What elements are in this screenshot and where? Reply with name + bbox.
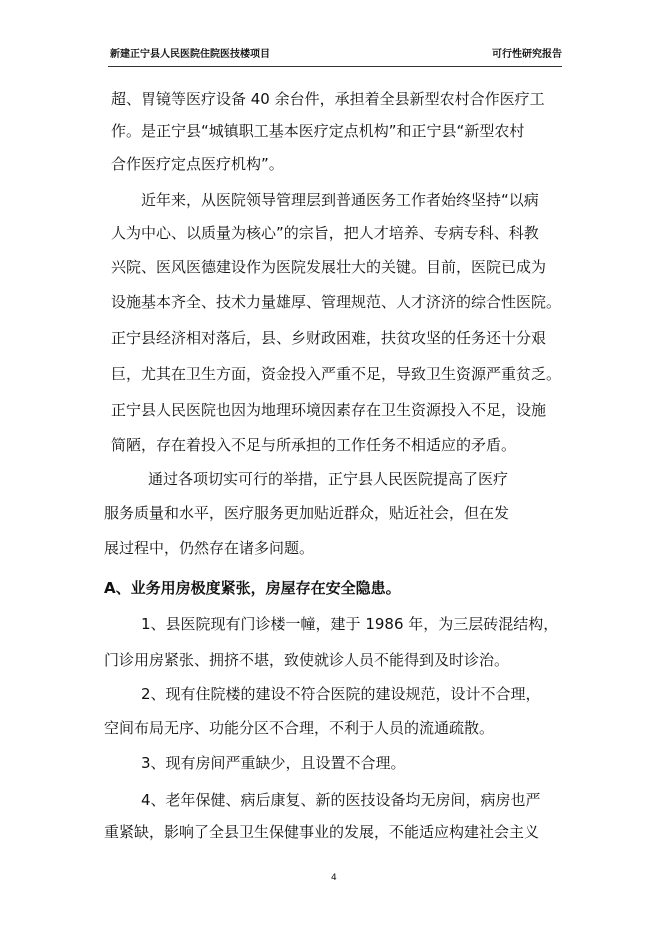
list-item-line: 4、老年保健、病后康复、新的医技设备均无房间，病房也严 [141, 791, 541, 809]
list-item-line: 重紧缺，影响了全县卫生保健事业的发展，不能适应构建社会主义 [104, 823, 540, 841]
paragraph-line: 近年来，从医院领导管理层到普通医务工作者始终坚持“以病 [141, 191, 539, 209]
list-item-line: 空间布局无序、功能分区不合理，不利于人员的流通疏散。 [104, 719, 495, 737]
paragraph-line: 展过程中，仍然存在诸多问题。 [104, 539, 315, 557]
paragraph-line: 合作医疗定点医疗机构”。 [111, 155, 284, 173]
page-header [108, 46, 562, 67]
list-item-line: 2、现有住院楼的建设不符合医院的建设规范，设计不合理， [141, 685, 541, 703]
header-project-title: 新建正宁县人民医院住院医技楼项目 [110, 49, 270, 60]
paragraph-line: 正宁县人民医院也因为地理环境因素存在卫生资源投入不足，设施 [111, 401, 547, 419]
paragraph-line: 人为中心、以质量为核心”的宗旨，把人才培养、专病专科、科教 [111, 224, 539, 242]
paragraph-line: 巨，尤其在卫生方面，资金投入严重不足，导致卫生资源严重贫乏。 [111, 365, 562, 383]
list-item-line: 门诊用房紧张、拥挤不堪，致使就诊人员不能得到及时诊治。 [104, 651, 510, 669]
paragraph-line: 服务质量和水平，医疗服务更加贴近群众，贴近社会，但在发 [104, 504, 510, 522]
paragraph-line: 兴院、医风医德建设作为医院发展壮大的关键。目前，医院已成为 [111, 258, 547, 276]
list-item-line: 3、现有房间严重缺少，且设置不合理。 [141, 754, 406, 772]
header-report-type: 可行性研究报告 [492, 49, 562, 60]
section-heading: A、业务用房极度紧张，房屋存在安全隐患。 [104, 579, 401, 597]
list-item-line: 1、县医院现有门诊楼一幢，建于 1986 年，为三层砖混结构， [141, 615, 559, 633]
paragraph-line: 正宁县经济相对落后，县、乡财政困难，扶贫攻坚的任务还十分艰 [111, 329, 547, 347]
paragraph-line: 设施基本齐全、技术力量雄厚、管理规范、人才济济的综合性医院。 [111, 293, 562, 311]
paragraph-line: 作。是正宁县“城镇职工基本医疗定点机构”和正宁县“新型农村 [111, 122, 525, 140]
paragraph-line: 通过各项切实可行的举措，正宁县人民医院提高了医疗 [148, 470, 509, 488]
page-number: 4 [331, 873, 337, 883]
paragraph-line: 超、胃镜等医疗设备 40 余台件，承担着全县新型农村合作医疗工 [111, 90, 545, 108]
paragraph-line: 简陋，存在着投入不足与所承担的工作任务不相适应的矛盾。 [111, 436, 517, 454]
